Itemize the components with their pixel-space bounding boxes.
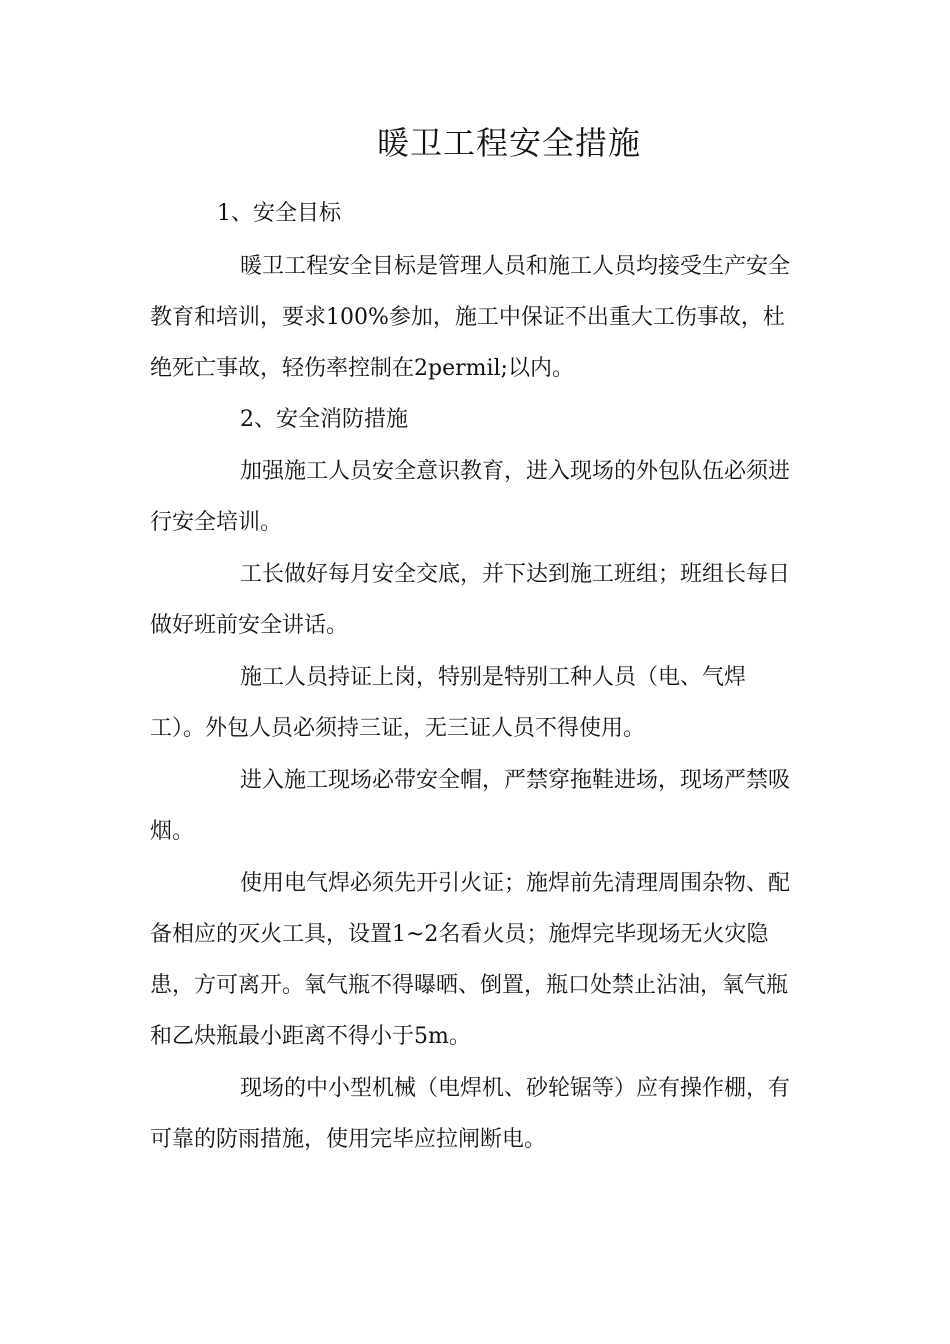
paragraph-line: 备相应的灭火工具，设置1~2名看火员；施焊完毕现场无火灾隐 — [150, 922, 769, 947]
paragraph-line: 绝死亡事故，轻伤率控制在2permil;以内。 — [150, 356, 574, 381]
paragraph-line: 工）。外包人员必须持三证，无三证人员不得使用。 — [150, 716, 646, 741]
paragraph-line: 和乙炔瓶最小距离不得小于5m。 — [150, 1024, 471, 1049]
paragraph-line: 施工人员持证上岗，特别是特别工种人员（电、气焊 — [240, 665, 747, 690]
paragraph-line: 工长做好每月安全交底，并下达到施工班组；班组长每日 — [240, 562, 791, 587]
section-heading-safety-goal: 1、安全目标 — [217, 201, 341, 226]
paragraph-line: 行安全培训。 — [150, 510, 283, 535]
paragraph-line: 进入施工现场必带安全帽，严禁穿拖鞋进场，现场严禁吸 — [240, 768, 791, 793]
paragraph-line: 烟。 — [150, 819, 195, 844]
paragraph-line: 加强施工人员安全意识教育，进入现场的外包队伍必须进 — [240, 459, 791, 484]
document-title: 暖卫工程安全措施 — [376, 124, 641, 162]
paragraph-line: 使用电气焊必须先开引火证；施焊前先清理周围杂物、配 — [240, 871, 791, 896]
paragraph-line: 做好班前安全讲话。 — [150, 613, 349, 638]
paragraph-line: 可靠的防雨措施，使用完毕应拉闸断电。 — [150, 1127, 547, 1152]
paragraph-line: 暖卫工程安全目标是管理人员和施工人员均接受生产安全 — [240, 254, 791, 279]
paragraph-line: 教育和培训，要求100%参加，施工中保证不出重大工伤事故，杜 — [150, 305, 785, 330]
section-heading-fire-safety: 2、安全消防措施 — [240, 407, 408, 432]
paragraph-line: 患，方可离开。氧气瓶不得曝晒、倒置，瓶口处禁止沾油，氧气瓶 — [150, 973, 789, 998]
paragraph-line: 现场的中小型机械（电焊机、砂轮锯等）应有操作棚，有 — [240, 1076, 791, 1101]
